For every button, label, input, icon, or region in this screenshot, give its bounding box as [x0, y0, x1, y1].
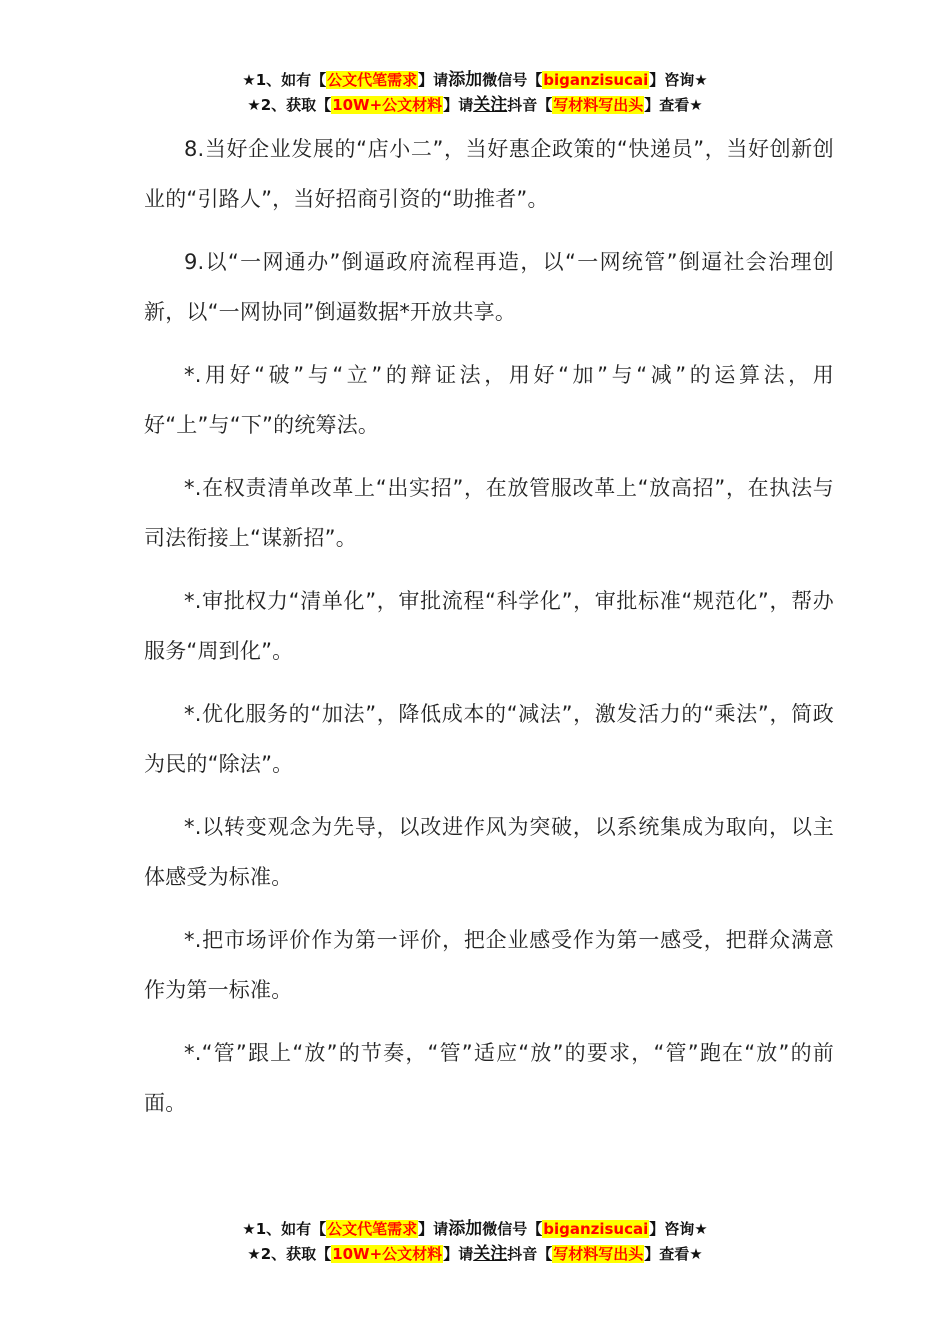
- paragraph: *.“管”跟上“放”的节奏，“管”适应“放”的要求，“管”跑在“放”的前面。: [144, 1041, 834, 1115]
- banner-text: ★1、如有【: [242, 1220, 327, 1238]
- banner-emphasis: 关注: [473, 95, 508, 115]
- paragraph: 8.当好企业发展的“店小二”，当好惠企政策的“快递员”，当好创新创业的“引路人”，当好招商引资的“助推者”。: [144, 137, 834, 211]
- banner-highlight: 写材料写出头: [553, 96, 644, 114]
- banner-text: 抖音【: [507, 96, 553, 114]
- banner-text: 】查看★: [644, 96, 703, 114]
- banner-text: 微信号【: [482, 71, 543, 89]
- banner-text: 】请: [443, 1245, 474, 1263]
- banner-text: 】请: [418, 71, 449, 89]
- banner-text: 】请: [418, 1220, 449, 1238]
- banner-text: ★2、获取【: [247, 96, 332, 114]
- banner-text: ★1、如有【: [242, 71, 327, 89]
- banner-line-1: [0, 1217, 950, 1242]
- paragraph: 9.以“一网通办”倒逼政府流程再造，以“一网统管”倒逼社会治理创新，以“一网协同”倒逼数据*开放共享。: [144, 250, 834, 324]
- banner-emphasis: 关注: [473, 1244, 508, 1264]
- banner-text: 】咨询★: [649, 71, 708, 89]
- banner-emphasis: 添加: [448, 70, 483, 90]
- paragraph: *.在权责清单改革上“出实招”，在放管服改革上“放高招”，在执法与司法衔接上“谋新招”。: [144, 476, 834, 550]
- paragraph: *.以转变观念为先导，以改进作风为突破，以系统集成为取向，以主体感受为标准。: [144, 815, 834, 889]
- banner-text: 】查看★: [644, 1245, 703, 1263]
- paragraph: *.用好“破”与“立”的辩证法，用好“加”与“减”的运算法，用好“上”与“下”的统筹法。: [144, 363, 834, 437]
- banner-highlight: 公文代笔需求: [327, 71, 418, 89]
- banner-line-1: [0, 68, 950, 93]
- banner-text: 抖音【: [507, 1245, 553, 1263]
- banner-highlight: 写材料写出头: [553, 1245, 644, 1263]
- document-body: [144, 124, 834, 1141]
- banner-highlight: 10W+公文材料: [332, 1245, 443, 1263]
- banner-emphasis: 添加: [448, 1219, 483, 1239]
- footer-banner: [0, 1217, 950, 1267]
- banner-text: 微信号【: [482, 1220, 543, 1238]
- banner-line-2: [0, 1242, 950, 1267]
- paragraph: *.审批权力“清单化”，审批流程“科学化”，审批标准“规范化”，帮办服务“周到化”。: [144, 589, 834, 663]
- banner-highlight: biganzisucai: [543, 1220, 649, 1238]
- banner-highlight: 10W+公文材料: [332, 96, 443, 114]
- banner-text: 】请: [443, 96, 474, 114]
- banner-text: ★2、获取【: [247, 1245, 332, 1263]
- banner-line-2: [0, 93, 950, 118]
- paragraph: *.优化服务的“加法”，降低成本的“减法”，激发活力的“乘法”，简政为民的“除法”。: [144, 702, 834, 776]
- banner-text: 】咨询★: [649, 1220, 708, 1238]
- banner-highlight: 公文代笔需求: [327, 1220, 418, 1238]
- paragraph: *.把市场评价作为第一评价，把企业感受作为第一感受，把群众满意作为第一标准。: [144, 928, 834, 1002]
- header-banner: [0, 68, 950, 118]
- banner-highlight: biganzisucai: [543, 71, 649, 89]
